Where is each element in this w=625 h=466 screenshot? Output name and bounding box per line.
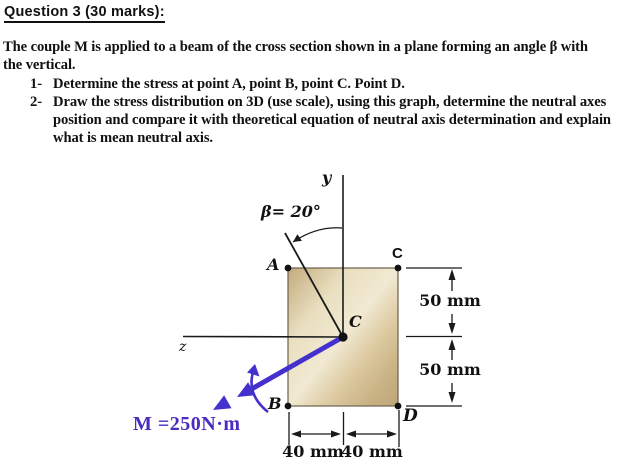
item1-line-1: Determine the stress at point A, point B, point C. Point D. [53,76,405,92]
point-c-corner-dot [395,265,402,272]
beta-angle-label: β= 20° [261,202,321,221]
point-b-label: B [268,394,282,413]
point-c-corner-label: C [392,245,403,262]
dim-arrow-right-icon [387,431,397,438]
item2-line-1: Draw the stress distribution on 3D (use scale), using this graph, determine the neutral axes [53,94,607,110]
dim-arrow-up-icon [449,339,456,350]
intro-line-2: the vertical. [3,57,76,73]
z-axis-line [183,337,343,338]
point-b-dot [285,403,292,410]
centroid-dot [338,332,347,341]
dim-arrow-right-icon [331,431,341,438]
dim-40mm-right: 40 mm [341,442,403,461]
dim-arrow-up-icon [449,269,456,280]
intro-line-1: The couple M is applied to a beam of the cross section shown in a plane forming an angle β with [3,39,588,55]
item2-marker: 2- [30,94,42,110]
y-axis-label: y [322,168,332,187]
page-title: Question 3 (30 marks): [4,4,165,23]
z-axis-label: z [179,339,187,355]
item1-marker: 1- [30,76,42,92]
centroid-label: C [349,312,362,331]
dim-50mm-bottom: 50 mm [419,360,481,379]
point-d-label: D [403,406,418,426]
dim-50mm-top: 50 mm [419,291,481,310]
point-d-dot [395,403,402,410]
dim-arrow-left-icon [346,431,356,438]
moment-value-label: M =250N·m [133,413,241,435]
item2-line-3: what is mean neutral axis. [53,130,213,146]
moment-arrowhead-icon [213,395,232,410]
dim-40mm-left: 40 mm [282,442,344,461]
dim-arrow-left-icon [291,431,301,438]
point-a-dot [285,265,292,272]
dim-arrow-down-icon [449,392,456,403]
dim-arrow-down-icon [449,323,456,334]
item2-line-2: position and compare it with theoretical equation of neutral axis determination and explain [53,112,611,128]
point-a-label: A [267,255,280,274]
